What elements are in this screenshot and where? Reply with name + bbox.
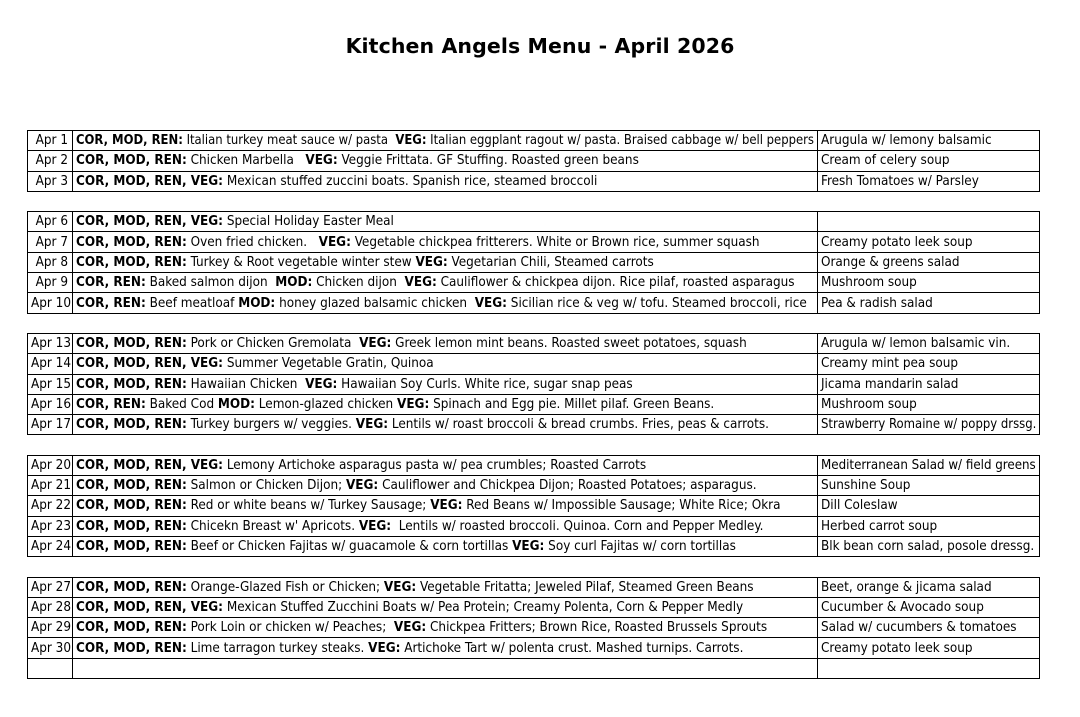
dish-description: Special Holiday Easter Meal: [223, 214, 394, 230]
dish-description: Baked Cod: [145, 397, 218, 412]
dish-description: Lentils w/ roasted broccoli. Quinoa. Corn and Pepper Medley.: [391, 518, 764, 534]
dish-description: Lime tarragon turkey steaks.: [186, 640, 369, 656]
menu-row: [28, 597, 1040, 617]
date-cell: Apr 16: [28, 394, 73, 414]
diet-label: VEG:: [397, 397, 430, 412]
diet-label: VEG:: [404, 275, 437, 291]
side-dish-cell: Salad w/ cucumbers & tomatoes: [818, 618, 1040, 638]
menu-row: [28, 577, 1040, 597]
menu-row: [28, 293, 1040, 313]
main-dish-cell: [73, 577, 818, 597]
dish-description: Greek lemon mint beans. Roasted sweet potatoes, squash: [391, 336, 747, 352]
date-cell: Apr 15: [28, 374, 73, 394]
main-dish-cell: [73, 658, 818, 678]
date-cell: Apr 9: [28, 273, 73, 293]
dish-description: Beef or Chicken Fajitas w/ guacamole & corn tortillas: [186, 539, 513, 555]
dish-description: Red Beans w/ Impossible Sausage; White Rice; Okra: [462, 498, 781, 514]
main-dish-cell: [73, 273, 818, 293]
date-cell: Apr 10: [28, 293, 73, 313]
main-dish-text: [76, 151, 639, 170]
spacer-cell: [28, 191, 73, 211]
menu-row: [28, 333, 1040, 353]
week-spacer-row: [28, 313, 1040, 333]
menu-row: [28, 455, 1040, 475]
main-dish-text: [76, 456, 646, 475]
diet-label: COR, MOD, REN:: [76, 153, 187, 169]
date-cell: Apr 6: [28, 212, 73, 232]
main-dish-cell: [73, 131, 818, 151]
date-cell: Apr 2: [28, 151, 73, 171]
menu-row: [28, 516, 1040, 536]
spacer-cell: [818, 191, 1040, 211]
menu-row: [28, 476, 1040, 496]
main-dish-text: [76, 212, 394, 231]
diet-label: VEG:: [355, 417, 389, 433]
menu-row: [28, 232, 1040, 252]
main-dish-text: [76, 537, 736, 556]
main-dish-text: [76, 598, 743, 617]
spacer-cell: [28, 435, 73, 455]
menu-row: [28, 496, 1040, 516]
side-dish-cell: Sunshine Soup: [818, 476, 1040, 496]
menu-row: [28, 394, 1040, 414]
menu-row: [28, 212, 1040, 232]
dish-description: Hawaiian Soy Curls. White rice, sugar snap peas: [337, 376, 633, 392]
diet-label: VEG:: [318, 234, 351, 250]
diet-label: COR, MOD, REN:: [76, 640, 187, 656]
dish-description: Vegetable chickpea fritterers. White or Brown rice, summer squash: [350, 234, 760, 250]
main-dish-cell: [73, 638, 818, 658]
date-cell: Apr 23: [28, 516, 73, 536]
spacer-cell: [28, 557, 73, 577]
menu-body: [28, 131, 1040, 679]
menu-row: [28, 151, 1040, 171]
main-dish-text: [76, 395, 714, 414]
main-dish-cell: [73, 394, 818, 414]
diet-label: VEG:: [305, 376, 338, 392]
side-dish-cell: Creamy potato leek soup: [818, 638, 1040, 658]
side-dish-cell: Orange & greens salad: [818, 252, 1040, 272]
dish-description: Mexican stuffed zuccini boats. Spanish rice, steamed broccoli: [223, 173, 598, 189]
side-dish-text: Strawberry Romaine w/ poppy drssg.: [821, 417, 1037, 433]
main-dish-cell: [73, 151, 818, 171]
date-cell: Apr 3: [28, 171, 73, 191]
diet-label: VEG:: [393, 620, 427, 636]
diet-label: VEG:: [368, 640, 401, 656]
main-dish-cell: [73, 212, 818, 232]
diet-label: COR, MOD, REN:: [76, 234, 187, 250]
menu-row: [28, 618, 1040, 638]
main-dish-text: [76, 334, 747, 353]
diet-label: COR, MOD, REN:: [76, 478, 187, 494]
date-cell: Apr 17: [28, 415, 73, 435]
dish-description: Lentils w/ roast broccoli & bread crumbs. Fries, peas & carrots.: [388, 417, 769, 433]
diet-label: COR, MOD, REN:: [76, 336, 187, 352]
spacer-cell: [73, 435, 818, 455]
dish-description: Artichoke Tart w/ polenta crust. Mashed turnips. Carrots.: [400, 640, 744, 656]
main-dish-text: [76, 618, 767, 637]
dish-description: Soy curl Fajitas w/ corn tortillas: [544, 539, 736, 555]
diet-label: COR, REN:: [76, 295, 146, 311]
main-dish-cell: [73, 415, 818, 435]
diet-label: VEG:: [474, 295, 507, 311]
dish-description: Cauliflower and Chickpea Dijon; Roasted Potatoes; asparagus.: [378, 478, 757, 494]
main-dish-cell: [73, 333, 818, 353]
menu-row: [28, 252, 1040, 272]
date-cell: Apr 14: [28, 354, 73, 374]
diet-label: COR, MOD, REN:: [76, 133, 183, 149]
diet-label: MOD:: [275, 275, 313, 291]
main-dish-text: [76, 496, 781, 515]
dish-description: honey glazed balsamic chicken: [275, 295, 475, 311]
side-dish-cell: Mushroom soup: [818, 273, 1040, 293]
main-dish-text: [76, 131, 814, 150]
dish-description: Chicken Marbella: [186, 153, 306, 169]
main-dish-cell: [73, 252, 818, 272]
diet-label: COR, MOD, REN, VEG:: [76, 356, 223, 372]
diet-label: VEG:: [430, 498, 463, 514]
diet-label: COR, MOD, REN:: [76, 417, 187, 433]
side-dish-cell: [818, 415, 1040, 435]
diet-label: COR, MOD, REN:: [76, 376, 187, 392]
side-dish-cell: Herbed carrot soup: [818, 516, 1040, 536]
week-spacer-row: [28, 191, 1040, 211]
diet-label: VEG:: [305, 153, 338, 169]
menu-row: [28, 354, 1040, 374]
diet-label: COR, MOD, REN:: [76, 539, 187, 555]
dish-description: Vegetable Fritatta; Jeweled Pilaf, Steamed Green Beans: [416, 579, 754, 595]
main-dish-cell: [73, 597, 818, 617]
diet-label: COR, MOD, REN, VEG:: [76, 457, 223, 473]
side-dish-cell: Beet, orange & jicama salad: [818, 577, 1040, 597]
dish-description: Spinach and Egg pie. Millet pilaf. Green Beans.: [429, 397, 715, 412]
side-dish-cell: Creamy potato leek soup: [818, 232, 1040, 252]
week-spacer-row: [28, 557, 1040, 577]
date-cell: Apr 28: [28, 597, 73, 617]
side-dish-text: Mediterranean Salad w/ field greens: [821, 457, 1036, 473]
main-dish-text: [76, 172, 597, 191]
main-dish-cell: [73, 618, 818, 638]
dish-description: Pork Loin or chicken w/ Peaches;: [186, 620, 394, 636]
menu-row: [28, 273, 1040, 293]
menu-row: [28, 374, 1040, 394]
diet-label: COR, MOD, REN, VEG:: [76, 214, 223, 230]
date-cell: Apr 13: [28, 333, 73, 353]
page-title: Kitchen Angels Menu - April 2026: [345, 34, 735, 58]
main-dish-text: [76, 233, 760, 252]
side-dish-cell: Jicama mandarin salad: [818, 374, 1040, 394]
menu-table: [27, 130, 1040, 679]
diet-label: MOD:: [217, 397, 255, 412]
diet-label: VEG:: [345, 478, 379, 494]
dish-description: Orange-Glazed Fish or Chicken;: [186, 579, 384, 595]
week-spacer-row: [28, 435, 1040, 455]
main-dish-text: [76, 253, 654, 272]
side-dish-cell: Arugula w/ lemony balsamic: [818, 131, 1040, 151]
main-dish-cell: [73, 374, 818, 394]
diet-label: MOD:: [238, 295, 276, 311]
dish-description: Turkey & Root vegetable winter stew: [186, 254, 416, 270]
side-dish-cell: [818, 658, 1040, 678]
dish-description: Italian turkey meat sauce w/ pasta: [182, 133, 396, 149]
date-cell: Apr 1: [28, 131, 73, 151]
date-cell: [28, 658, 73, 678]
menu-row: [28, 415, 1040, 435]
side-dish-cell: Dill Coleslaw: [818, 496, 1040, 516]
dish-description: Sicilian rice & veg w/ tofu. Steamed broccoli, rice: [506, 295, 807, 311]
diet-label: COR, MOD, REN:: [76, 579, 187, 595]
dish-description: Mexican Stuffed Zucchini Boats w/ Pea Protein; Creamy Polenta, Corn & Pepper Medly: [223, 599, 744, 615]
dish-description: Summer Vegetable Gratin, Quinoa: [223, 356, 434, 372]
main-dish-text: [76, 294, 807, 313]
side-dish-cell: Mushroom soup: [818, 394, 1040, 414]
dish-description: Cauliflower & chickpea dijon. Rice pilaf, roasted asparagus: [436, 275, 795, 291]
dish-description: Pork or Chicken Gremolata: [186, 336, 360, 352]
date-cell: Apr 7: [28, 232, 73, 252]
menu-row: [28, 658, 1040, 678]
diet-label: VEG:: [359, 336, 392, 352]
side-dish-cell: Cream of celery soup: [818, 151, 1040, 171]
side-dish-cell: Pea & radish salad: [818, 293, 1040, 313]
main-dish-cell: [73, 232, 818, 252]
spacer-cell: [818, 435, 1040, 455]
dish-description: Chickpea Fritters; Brown Rice, Roasted Brussels Sprouts: [426, 620, 768, 636]
main-dish-text: [76, 639, 743, 658]
spacer-cell: [818, 557, 1040, 577]
dish-description: Vegetarian Chili, Steamed carrots: [447, 254, 654, 270]
spacer-cell: [818, 313, 1040, 333]
dish-description: Oven fried chicken.: [186, 234, 319, 250]
diet-label: VEG:: [512, 539, 545, 555]
main-dish-text: [76, 273, 795, 292]
main-dish-text: [76, 354, 434, 373]
date-cell: Apr 8: [28, 252, 73, 272]
dish-description: Baked salmon dijon: [145, 275, 276, 291]
diet-label: COR, REN:: [76, 397, 146, 412]
main-dish-text: [76, 415, 769, 434]
diet-label: COR, MOD, REN:: [76, 498, 187, 514]
menu-row: [28, 536, 1040, 556]
main-dish-text: [76, 578, 754, 597]
spacer-cell: [73, 191, 818, 211]
main-dish-cell: [73, 476, 818, 496]
date-cell: Apr 22: [28, 496, 73, 516]
dish-description: Red or white beans w/ Turkey Sausage;: [186, 498, 431, 514]
dish-description: Chicken dijon: [312, 275, 405, 291]
side-dish-cell: Arugula w/ lemon balsamic vin.: [818, 333, 1040, 353]
main-dish-cell: [73, 536, 818, 556]
side-dish-cell: Creamy mint pea soup: [818, 354, 1040, 374]
main-dish-cell: [73, 293, 818, 313]
side-dish-cell: Fresh Tomatoes w/ Parsley: [818, 171, 1040, 191]
diet-label: VEG:: [383, 579, 417, 595]
dish-description: Italian eggplant ragout w/ pasta. Braised cabbage w/ bell peppers: [426, 133, 814, 149]
dish-description: Hawaiian Chicken: [186, 376, 306, 392]
diet-label: COR, MOD, REN:: [76, 518, 187, 534]
dish-description: Turkey burgers w/ veggies.: [186, 417, 356, 433]
diet-label: VEG:: [415, 254, 448, 270]
main-dish-cell: [73, 354, 818, 374]
menu-row: [28, 131, 1040, 151]
dish-description: Chicekn Breast w' Apricots.: [186, 518, 359, 534]
spacer-cell: [28, 313, 73, 333]
dish-description: Beef meatloaf: [145, 295, 239, 311]
main-dish-cell: [73, 455, 818, 475]
date-cell: Apr 27: [28, 577, 73, 597]
side-dish-cell: Blk bean corn salad, posole dressg.: [818, 536, 1040, 556]
side-dish-cell: [818, 455, 1040, 475]
dish-description: Lemony Artichoke asparagus pasta w/ pea crumbles; Roasted Carrots: [223, 457, 647, 473]
side-dish-cell: Cucumber & Avocado soup: [818, 597, 1040, 617]
date-cell: Apr 21: [28, 476, 73, 496]
main-dish-text: [76, 517, 763, 536]
diet-label: COR, MOD, REN:: [76, 254, 187, 270]
spacer-cell: [73, 313, 818, 333]
menu-row: [28, 171, 1040, 191]
diet-label: COR, MOD, REN, VEG:: [76, 173, 223, 189]
main-dish-text: [76, 476, 757, 495]
date-cell: Apr 30: [28, 638, 73, 658]
diet-label: COR, MOD, REN:: [76, 620, 187, 636]
dish-description: Veggie Frittata. GF Stuffing. Roasted green beans: [337, 153, 639, 169]
main-dish-cell: [73, 516, 818, 536]
dish-description: Salmon or Chicken Dijon;: [186, 478, 346, 494]
spacer-cell: [73, 557, 818, 577]
dish-description: Lemon-glazed chicken: [254, 397, 397, 412]
date-cell: Apr 24: [28, 536, 73, 556]
diet-label: VEG:: [395, 133, 427, 149]
menu-row: [28, 638, 1040, 658]
date-cell: Apr 29: [28, 618, 73, 638]
diet-label: COR, REN:: [76, 275, 146, 291]
diet-label: VEG:: [358, 518, 392, 534]
date-cell: Apr 20: [28, 455, 73, 475]
main-dish-cell: [73, 171, 818, 191]
diet-label: COR, MOD, REN, VEG:: [76, 599, 223, 615]
side-dish-cell: [818, 212, 1040, 232]
main-dish-cell: [73, 496, 818, 516]
main-dish-text: [76, 375, 633, 394]
